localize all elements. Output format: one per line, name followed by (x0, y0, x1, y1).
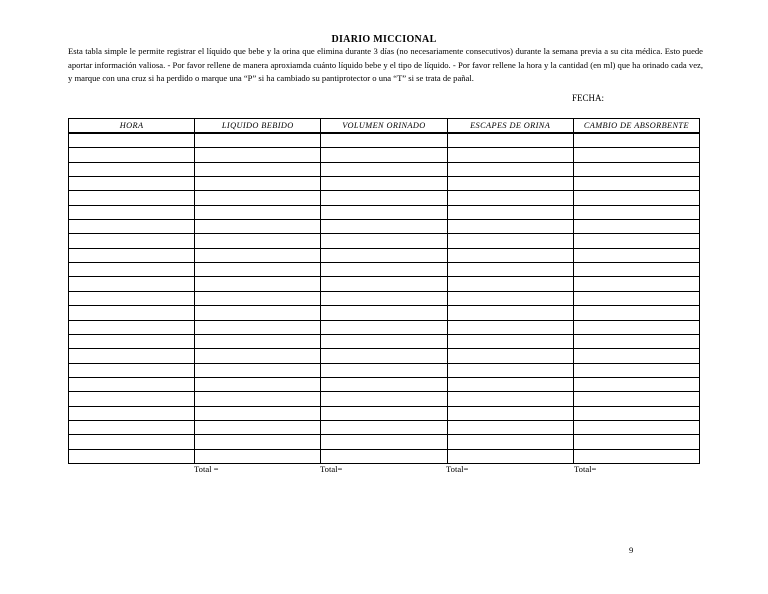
cell-cambio-de-absorbente[interactable] (573, 334, 699, 348)
cell-cambio-de-absorbente[interactable] (573, 349, 699, 363)
cell-liquido-bebido[interactable] (195, 162, 321, 176)
cell-cambio-de-absorbente[interactable] (573, 392, 699, 406)
total-volumen-orinado: Total= (320, 464, 343, 474)
cell-volumen-orinado[interactable] (321, 220, 447, 234)
table-row (69, 162, 700, 176)
column-header-liquido-bebido: LIQUIDO BEBIDO (195, 119, 321, 134)
cell-escapes-de-orina[interactable] (447, 377, 573, 391)
cell-cambio-de-absorbente[interactable] (573, 363, 699, 377)
cell-escapes-de-orina[interactable] (447, 263, 573, 277)
cell-escapes-de-orina[interactable] (447, 334, 573, 348)
cell-escapes-de-orina[interactable] (447, 162, 573, 176)
cell-hora[interactable] (69, 392, 195, 406)
cell-volumen-orinado[interactable] (321, 435, 447, 449)
cell-volumen-orinado[interactable] (321, 277, 447, 291)
cell-volumen-orinado[interactable] (321, 191, 447, 205)
cell-volumen-orinado[interactable] (321, 320, 447, 334)
cell-volumen-orinado[interactable] (321, 392, 447, 406)
table-row (69, 406, 700, 420)
cell-hora[interactable] (69, 406, 195, 420)
cell-cambio-de-absorbente[interactable] (573, 377, 699, 391)
cell-volumen-orinado[interactable] (321, 449, 447, 463)
cell-cambio-de-absorbente[interactable] (573, 177, 699, 191)
cell-escapes-de-orina[interactable] (447, 392, 573, 406)
table-row (69, 306, 700, 320)
cell-liquido-bebido[interactable] (195, 320, 321, 334)
cell-cambio-de-absorbente[interactable] (573, 420, 699, 434)
cell-liquido-bebido[interactable] (195, 277, 321, 291)
table-row (69, 263, 700, 277)
table-row (69, 191, 700, 205)
cell-cambio-de-absorbente[interactable] (573, 133, 699, 148)
cell-cambio-de-absorbente[interactable] (573, 220, 699, 234)
cell-cambio-de-absorbente[interactable] (573, 162, 699, 176)
cell-hora[interactable] (69, 435, 195, 449)
cell-liquido-bebido[interactable] (195, 363, 321, 377)
table-row (69, 420, 700, 434)
table-row (69, 277, 700, 291)
cell-volumen-orinado[interactable] (321, 205, 447, 219)
cell-cambio-de-absorbente[interactable] (573, 449, 699, 463)
table-row (69, 291, 700, 305)
cell-volumen-orinado[interactable] (321, 420, 447, 434)
cell-escapes-de-orina[interactable] (447, 420, 573, 434)
cell-liquido-bebido[interactable] (195, 306, 321, 320)
cell-escapes-de-orina[interactable] (447, 363, 573, 377)
cell-volumen-orinado[interactable] (321, 177, 447, 191)
cell-liquido-bebido[interactable] (195, 177, 321, 191)
cell-volumen-orinado[interactable] (321, 306, 447, 320)
cell-escapes-de-orina[interactable] (447, 234, 573, 248)
cell-cambio-de-absorbente[interactable] (573, 248, 699, 262)
cell-liquido-bebido[interactable] (195, 392, 321, 406)
cell-hora[interactable] (69, 349, 195, 363)
cell-volumen-orinado[interactable] (321, 334, 447, 348)
cell-liquido-bebido[interactable] (195, 263, 321, 277)
cell-volumen-orinado[interactable] (321, 406, 447, 420)
fecha-label: FECHA: (572, 93, 605, 103)
cell-liquido-bebido[interactable] (195, 220, 321, 234)
table-row (69, 349, 700, 363)
cell-escapes-de-orina[interactable] (447, 320, 573, 334)
table-row (69, 248, 700, 262)
cell-hora[interactable] (69, 234, 195, 248)
cell-liquido-bebido[interactable] (195, 148, 321, 162)
cell-escapes-de-orina[interactable] (447, 177, 573, 191)
table-row (69, 148, 700, 162)
cell-volumen-orinado[interactable] (321, 363, 447, 377)
cell-liquido-bebido[interactable] (195, 234, 321, 248)
cell-volumen-orinado[interactable] (321, 162, 447, 176)
cell-cambio-de-absorbente[interactable] (573, 205, 699, 219)
total-liquido-bebido: Total = (194, 464, 219, 474)
totals-row (68, 464, 700, 476)
cell-escapes-de-orina[interactable] (447, 406, 573, 420)
cell-hora[interactable] (69, 377, 195, 391)
column-header-hora: HORA (69, 119, 195, 134)
table-row (69, 234, 700, 248)
cell-escapes-de-orina[interactable] (447, 277, 573, 291)
cell-liquido-bebido[interactable] (195, 291, 321, 305)
cell-cambio-de-absorbente[interactable] (573, 263, 699, 277)
cell-escapes-de-orina[interactable] (447, 449, 573, 463)
document-title: DIARIO MICCIONAL (331, 34, 437, 45)
cell-liquido-bebido[interactable] (195, 406, 321, 420)
cell-hora[interactable] (69, 191, 195, 205)
cell-cambio-de-absorbente[interactable] (573, 191, 699, 205)
cell-hora[interactable] (69, 220, 195, 234)
total-escapes-de-orina: Total= (446, 464, 469, 474)
table-row (69, 392, 700, 406)
cell-hora[interactable] (69, 320, 195, 334)
table-row (69, 177, 700, 191)
cell-escapes-de-orina[interactable] (447, 220, 573, 234)
total-cambio-de-absorbente: Total= (574, 464, 597, 474)
cell-escapes-de-orina[interactable] (447, 435, 573, 449)
table-body (69, 133, 700, 464)
cell-escapes-de-orina[interactable] (447, 191, 573, 205)
table-row (69, 334, 700, 348)
table-row (69, 133, 700, 148)
table-row (69, 205, 700, 219)
column-header-cambio-de-absorbente: CAMBIO DE ABSORBENTE (573, 119, 699, 134)
intro-paragraph: Esta tabla simple le permite registrar el líquido que bebe y la orina que elimina durante 3 días (no necesariamente consecutivos) durante la semana previa a su cita médica. Esto puede aportar información valiosa. - Por favor rellene de manera aproxiamda cuánto líquido bebe y el tipo de líquido. - Por favor rellene la hora y la cantidad (en ml) que ha orinado cada vez, y marque con una cruz si ha perdido o marque una “P” si ha cambiado su pantiprotector o una “T” si se trata de pañal. (68, 46, 703, 84)
cell-liquido-bebido[interactable] (195, 133, 321, 148)
cell-hora[interactable] (69, 263, 195, 277)
table-row (69, 377, 700, 391)
cell-liquido-bebido[interactable] (195, 248, 321, 262)
cell-volumen-orinado[interactable] (321, 291, 447, 305)
table-row (69, 449, 700, 463)
cell-hora[interactable] (69, 133, 195, 148)
cell-hora[interactable] (69, 363, 195, 377)
table-row (69, 435, 700, 449)
cell-escapes-de-orina[interactable] (447, 148, 573, 162)
cell-volumen-orinado[interactable] (321, 248, 447, 262)
cell-volumen-orinado[interactable] (321, 133, 447, 148)
cell-escapes-de-orina[interactable] (447, 349, 573, 363)
page-number: 9 (629, 545, 634, 555)
cell-volumen-orinado[interactable] (321, 349, 447, 363)
cell-hora[interactable] (69, 248, 195, 262)
cell-hora[interactable] (69, 306, 195, 320)
cell-liquido-bebido[interactable] (195, 377, 321, 391)
cell-cambio-de-absorbente[interactable] (573, 234, 699, 248)
cell-cambio-de-absorbente[interactable] (573, 148, 699, 162)
cell-volumen-orinado[interactable] (321, 148, 447, 162)
column-header-volumen-orinado: VOLUMEN ORINADO (321, 119, 447, 134)
cell-escapes-de-orina[interactable] (447, 248, 573, 262)
cell-hora[interactable] (69, 205, 195, 219)
cell-liquido-bebido[interactable] (195, 334, 321, 348)
cell-escapes-de-orina[interactable] (447, 205, 573, 219)
cell-escapes-de-orina[interactable] (447, 133, 573, 148)
column-header-escapes-de-orina: ESCAPES DE ORINA (447, 119, 573, 134)
cell-cambio-de-absorbente[interactable] (573, 291, 699, 305)
cell-hora[interactable] (69, 177, 195, 191)
table-header-row (69, 119, 700, 134)
cell-volumen-orinado[interactable] (321, 263, 447, 277)
cell-hora[interactable] (69, 420, 195, 434)
cell-liquido-bebido[interactable] (195, 435, 321, 449)
cell-cambio-de-absorbente[interactable] (573, 306, 699, 320)
cell-liquido-bebido[interactable] (195, 420, 321, 434)
cell-hora[interactable] (69, 449, 195, 463)
cell-cambio-de-absorbente[interactable] (573, 406, 699, 420)
cell-liquido-bebido[interactable] (195, 349, 321, 363)
cell-hora[interactable] (69, 148, 195, 162)
diary-table (68, 118, 700, 464)
cell-volumen-orinado[interactable] (321, 234, 447, 248)
cell-hora[interactable] (69, 277, 195, 291)
table-row (69, 363, 700, 377)
cell-hora[interactable] (69, 162, 195, 176)
cell-escapes-de-orina[interactable] (447, 291, 573, 305)
table-row (69, 220, 700, 234)
cell-cambio-de-absorbente[interactable] (573, 320, 699, 334)
cell-hora[interactable] (69, 291, 195, 305)
cell-liquido-bebido[interactable] (195, 449, 321, 463)
cell-hora[interactable] (69, 334, 195, 348)
cell-liquido-bebido[interactable] (195, 205, 321, 219)
table-row (69, 320, 700, 334)
cell-cambio-de-absorbente[interactable] (573, 277, 699, 291)
cell-liquido-bebido[interactable] (195, 191, 321, 205)
cell-escapes-de-orina[interactable] (447, 306, 573, 320)
cell-cambio-de-absorbente[interactable] (573, 435, 699, 449)
cell-volumen-orinado[interactable] (321, 377, 447, 391)
